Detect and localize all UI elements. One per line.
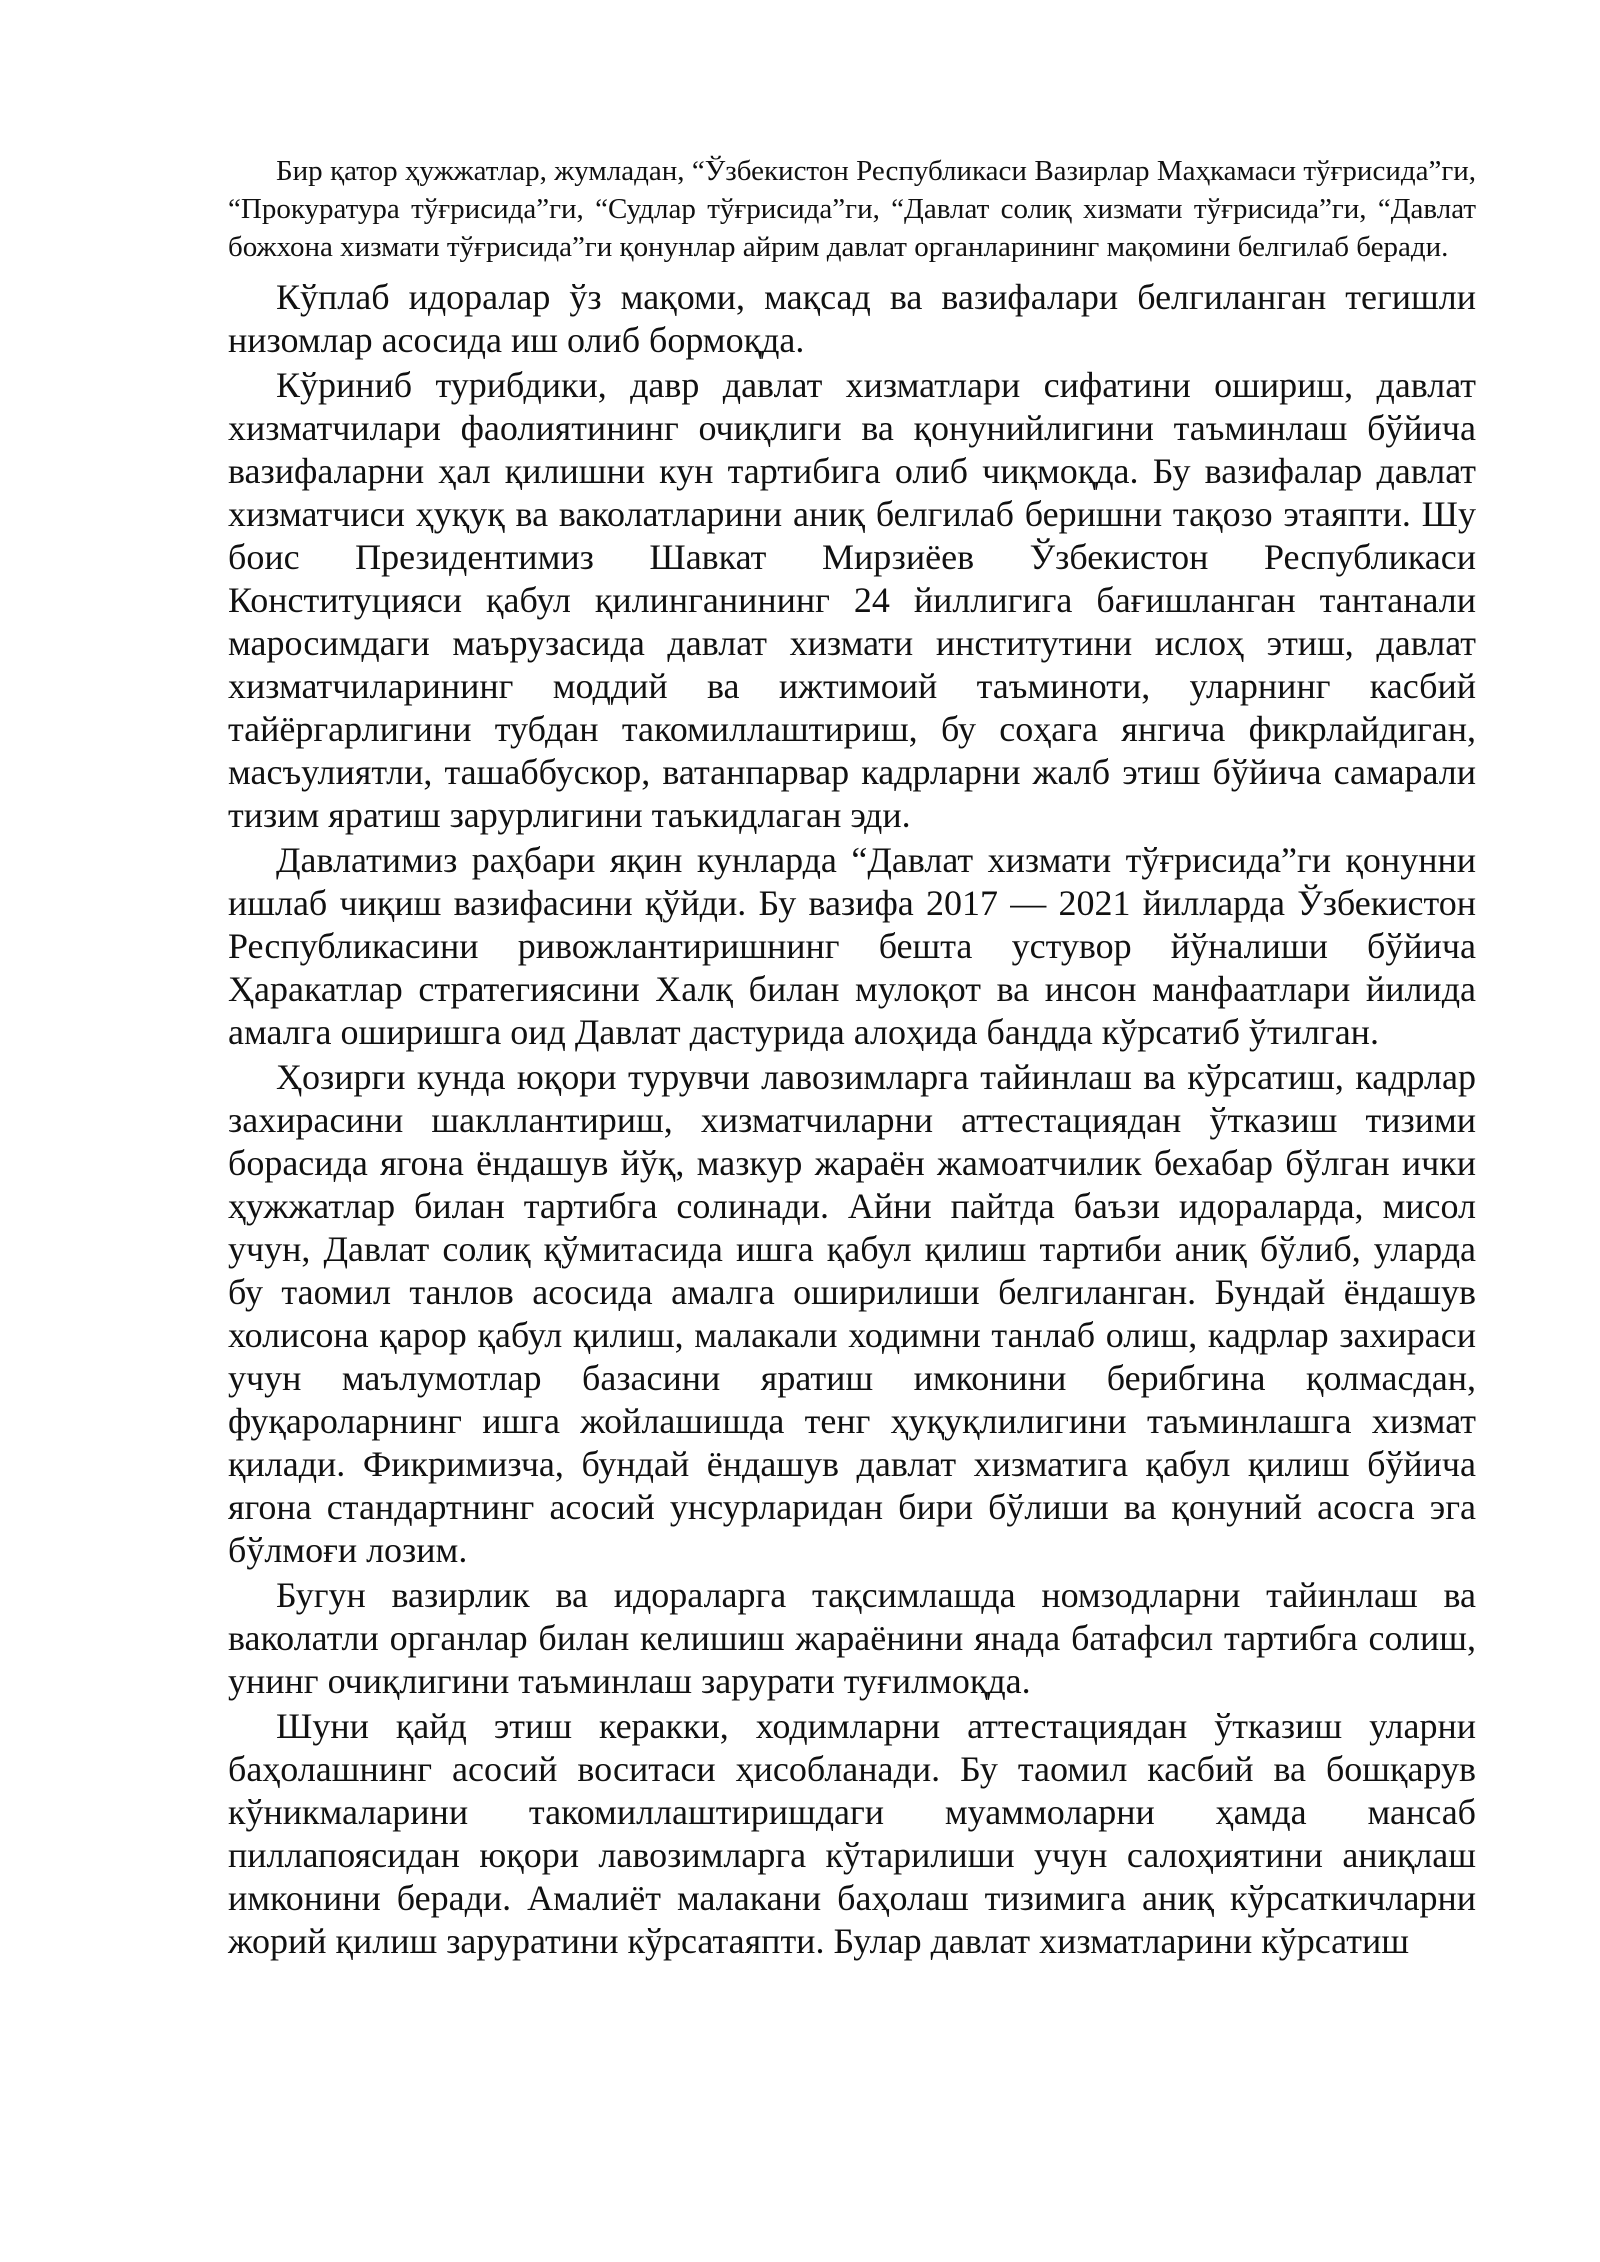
- paragraph-civil-service-quality: Кўриниб турибдики, давр давлат хизматлари сифатини ошириш, давлат хизматчилари фаолиятининг очиқлиги ва қонунийлигини таъминлаш бўйича вазифаларни ҳал қилишни кун тартибига олиб чиқмоқда. Бу вазифалар давлат хизматчиси ҳуқуқ ва ваколатларини аниқ белгилаб беришни тақозо этаяпти. Шу боис Президентимиз Шавкат Мирзиёев Ўзбекистон Республикаси Конституцияси қабул қилинганининг 24 йиллигига бағишланган тантанали маросимдаги маърузасида давлат хизмати институтини ислоҳ этиш, давлат хизматчиларининг моддий ва ижтимоий таъминоти, уларнинг касбий тайёргарлигини тубдан такомиллаштириш, бу соҳага янгича фикрлайдиган, масъулиятли, ташаббускор, ватанпарвар кадрларни жалб этиш бўйича самарали тизим яратиш зарурлигини таъкидлаган эди.: [228, 365, 1476, 835]
- paragraph-appointment-system: Ҳозирги кунда юқори турувчи лавозимларга тайинлаш ва кўрсатиш, кадрлар захирасини шакллантириш, хизматчиларни аттестациядан ўтказиш тизими борасида ягона ёндашув йўқ, мазкур жараён жамоатчилик бехабар бўлган ички ҳужжатлар билан тартибга солинади. Айни пайтда баъзи идораларда, мисол учун, Давлат солиқ қўмитасида ишга қабул қилиш тартиби аниқ бўлиб, уларда бу таомил танлов асосида амалга оширилиши белгиланган. Бундай ёндашув холисона қарор қабул қилиш, малакали ходимни танлаб олиш, кадрлар захираси учун маълумотлар базасини яратиш имконини берибгина қолмасдан, фуқароларнинг ишга жойлашишда тенг ҳуқуқлилигини таъминлашга хизмат қилади. Фикримизча, бундай ёндашув давлат хизматига қабул қилиш бўйича ягона стандартнинг асосий унсурларидан бири бўлиши ва қонуний асосга эга бўлмоғи лозим.: [228, 1057, 1476, 1570]
- paragraph-offices: Кўплаб идоралар ўз мақоми, мақсад ва вазифалари белгиланган тегишли низомлар асосида иш олиб бормоқда.: [228, 277, 1476, 360]
- document-page: [228, 152, 1476, 1965]
- paragraph-distribution: Бугун вазирлик ва идораларга тақсимлашда номзодларни тайинлаш ва ваколатли органлар билан келишиш жараёнини янада батафсил тартибга солиш, унинг очиқлигини таъминлаш зарурати туғилмоқда.: [228, 1575, 1476, 1701]
- paragraph-attestation: Шуни қайд этиш керакки, ходимларни аттестациядан ўтказиш уларни баҳолашнинг асосий воситаси ҳисобланади. Бу таомил касбий ва бошқарув кўникмаларини такомиллаштиришдаги муаммоларни ҳамда мансаб пиллапоясидан юқори лавозимларга кўтарилиши учун салоҳиятини аниқлаш имконини беради. Амалиёт малакани баҳолаш тизимига аниқ кўрсаткичларни жорий қилиш заруратини кўрсатаяпти. Булар давлат хизматларини кўрсатиш: [228, 1706, 1476, 1961]
- paragraph-civil-service-law: Давлатимиз раҳбари яқин кунларда “Давлат хизмати тўғрисида”ги қонунни ишлаб чиқиш вазифасини қўйди. Бу вазифа 2017 — 2021 йилларда Ўзбекистон Республикасини ривожлантиришнинг бешта устувор йўналиши бўйича Ҳаракатлар стратегиясини Халқ билан мулоқот ва инсон манфаатлари йилида амалга оширишга оид Давлат дастурида алоҳида бандда кўрсатиб ўтилган.: [228, 840, 1476, 1052]
- paragraph-intro: Бир қатор ҳужжатлар, жумладан, “Ўзбекистон Республикаси Вазирлар Маҳкамаси тўғрисида”ги, “Прокуратура тўғрисида”ги, “Судлар тўғрисида”ги, “Давлат солиқ хизмати тўғрисида”ги, “Давлат божхона хизмати тўғрисида”ги қонунлар айрим давлат органларининг мақомини белгилаб беради.: [228, 155, 1476, 263]
